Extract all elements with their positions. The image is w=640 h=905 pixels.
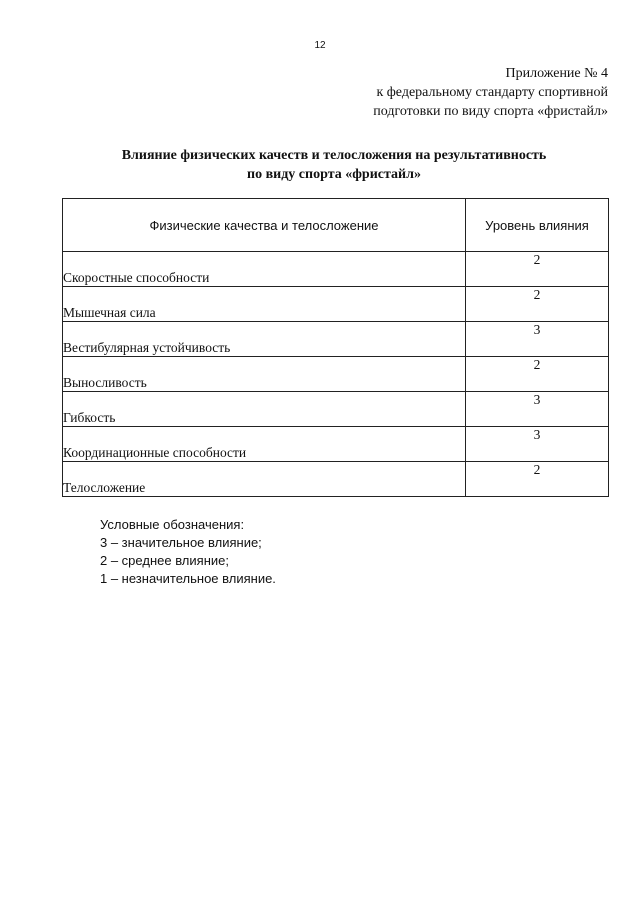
quality-cell: Мышечная сила	[63, 287, 466, 322]
table-header-row	[63, 199, 609, 252]
appendix-line-2: к федеральному стандарту спортивной	[376, 85, 608, 100]
table-row	[63, 357, 609, 392]
legend	[100, 516, 276, 588]
appendix-reference	[373, 64, 608, 121]
legend-item: 1 – незначительное влияние.	[100, 571, 276, 586]
legend-heading: Условные обозначения:	[100, 517, 245, 532]
table-row	[63, 252, 609, 287]
document-title	[60, 146, 608, 184]
influence-table	[62, 198, 609, 497]
legend-item: 3 – значительное влияние;	[100, 535, 262, 550]
quality-cell: Скоростные способности	[63, 252, 466, 287]
header-level: Уровень влияния	[466, 199, 609, 252]
level-cell: 3	[466, 427, 609, 462]
legend-item: 2 – среднее влияние;	[100, 553, 229, 568]
quality-cell: Выносливость	[63, 357, 466, 392]
quality-cell: Телосложение	[63, 462, 466, 497]
title-line-2: по виду спорта «фристайл»	[247, 167, 421, 182]
level-cell: 2	[466, 357, 609, 392]
table-row	[63, 287, 609, 322]
level-cell: 2	[466, 287, 609, 322]
level-cell: 3	[466, 322, 609, 357]
quality-cell: Вестибулярная устойчивость	[63, 322, 466, 357]
level-cell: 2	[466, 252, 609, 287]
appendix-line-3: подготовки по виду спорта «фристайл»	[373, 104, 608, 119]
table-row	[63, 322, 609, 357]
quality-cell: Координационные способности	[63, 427, 466, 462]
level-cell: 2	[466, 462, 609, 497]
table-row	[63, 392, 609, 427]
header-quality: Физические качества и телосложение	[63, 199, 466, 252]
appendix-line-1: Приложение № 4	[505, 66, 608, 81]
table-row	[63, 462, 609, 497]
title-line-1: Влияние физических качеств и телосложения на результативность	[121, 148, 547, 163]
table-row	[63, 427, 609, 462]
quality-cell: Гибкость	[63, 392, 466, 427]
page-number: 12	[314, 40, 326, 51]
level-cell: 3	[466, 392, 609, 427]
